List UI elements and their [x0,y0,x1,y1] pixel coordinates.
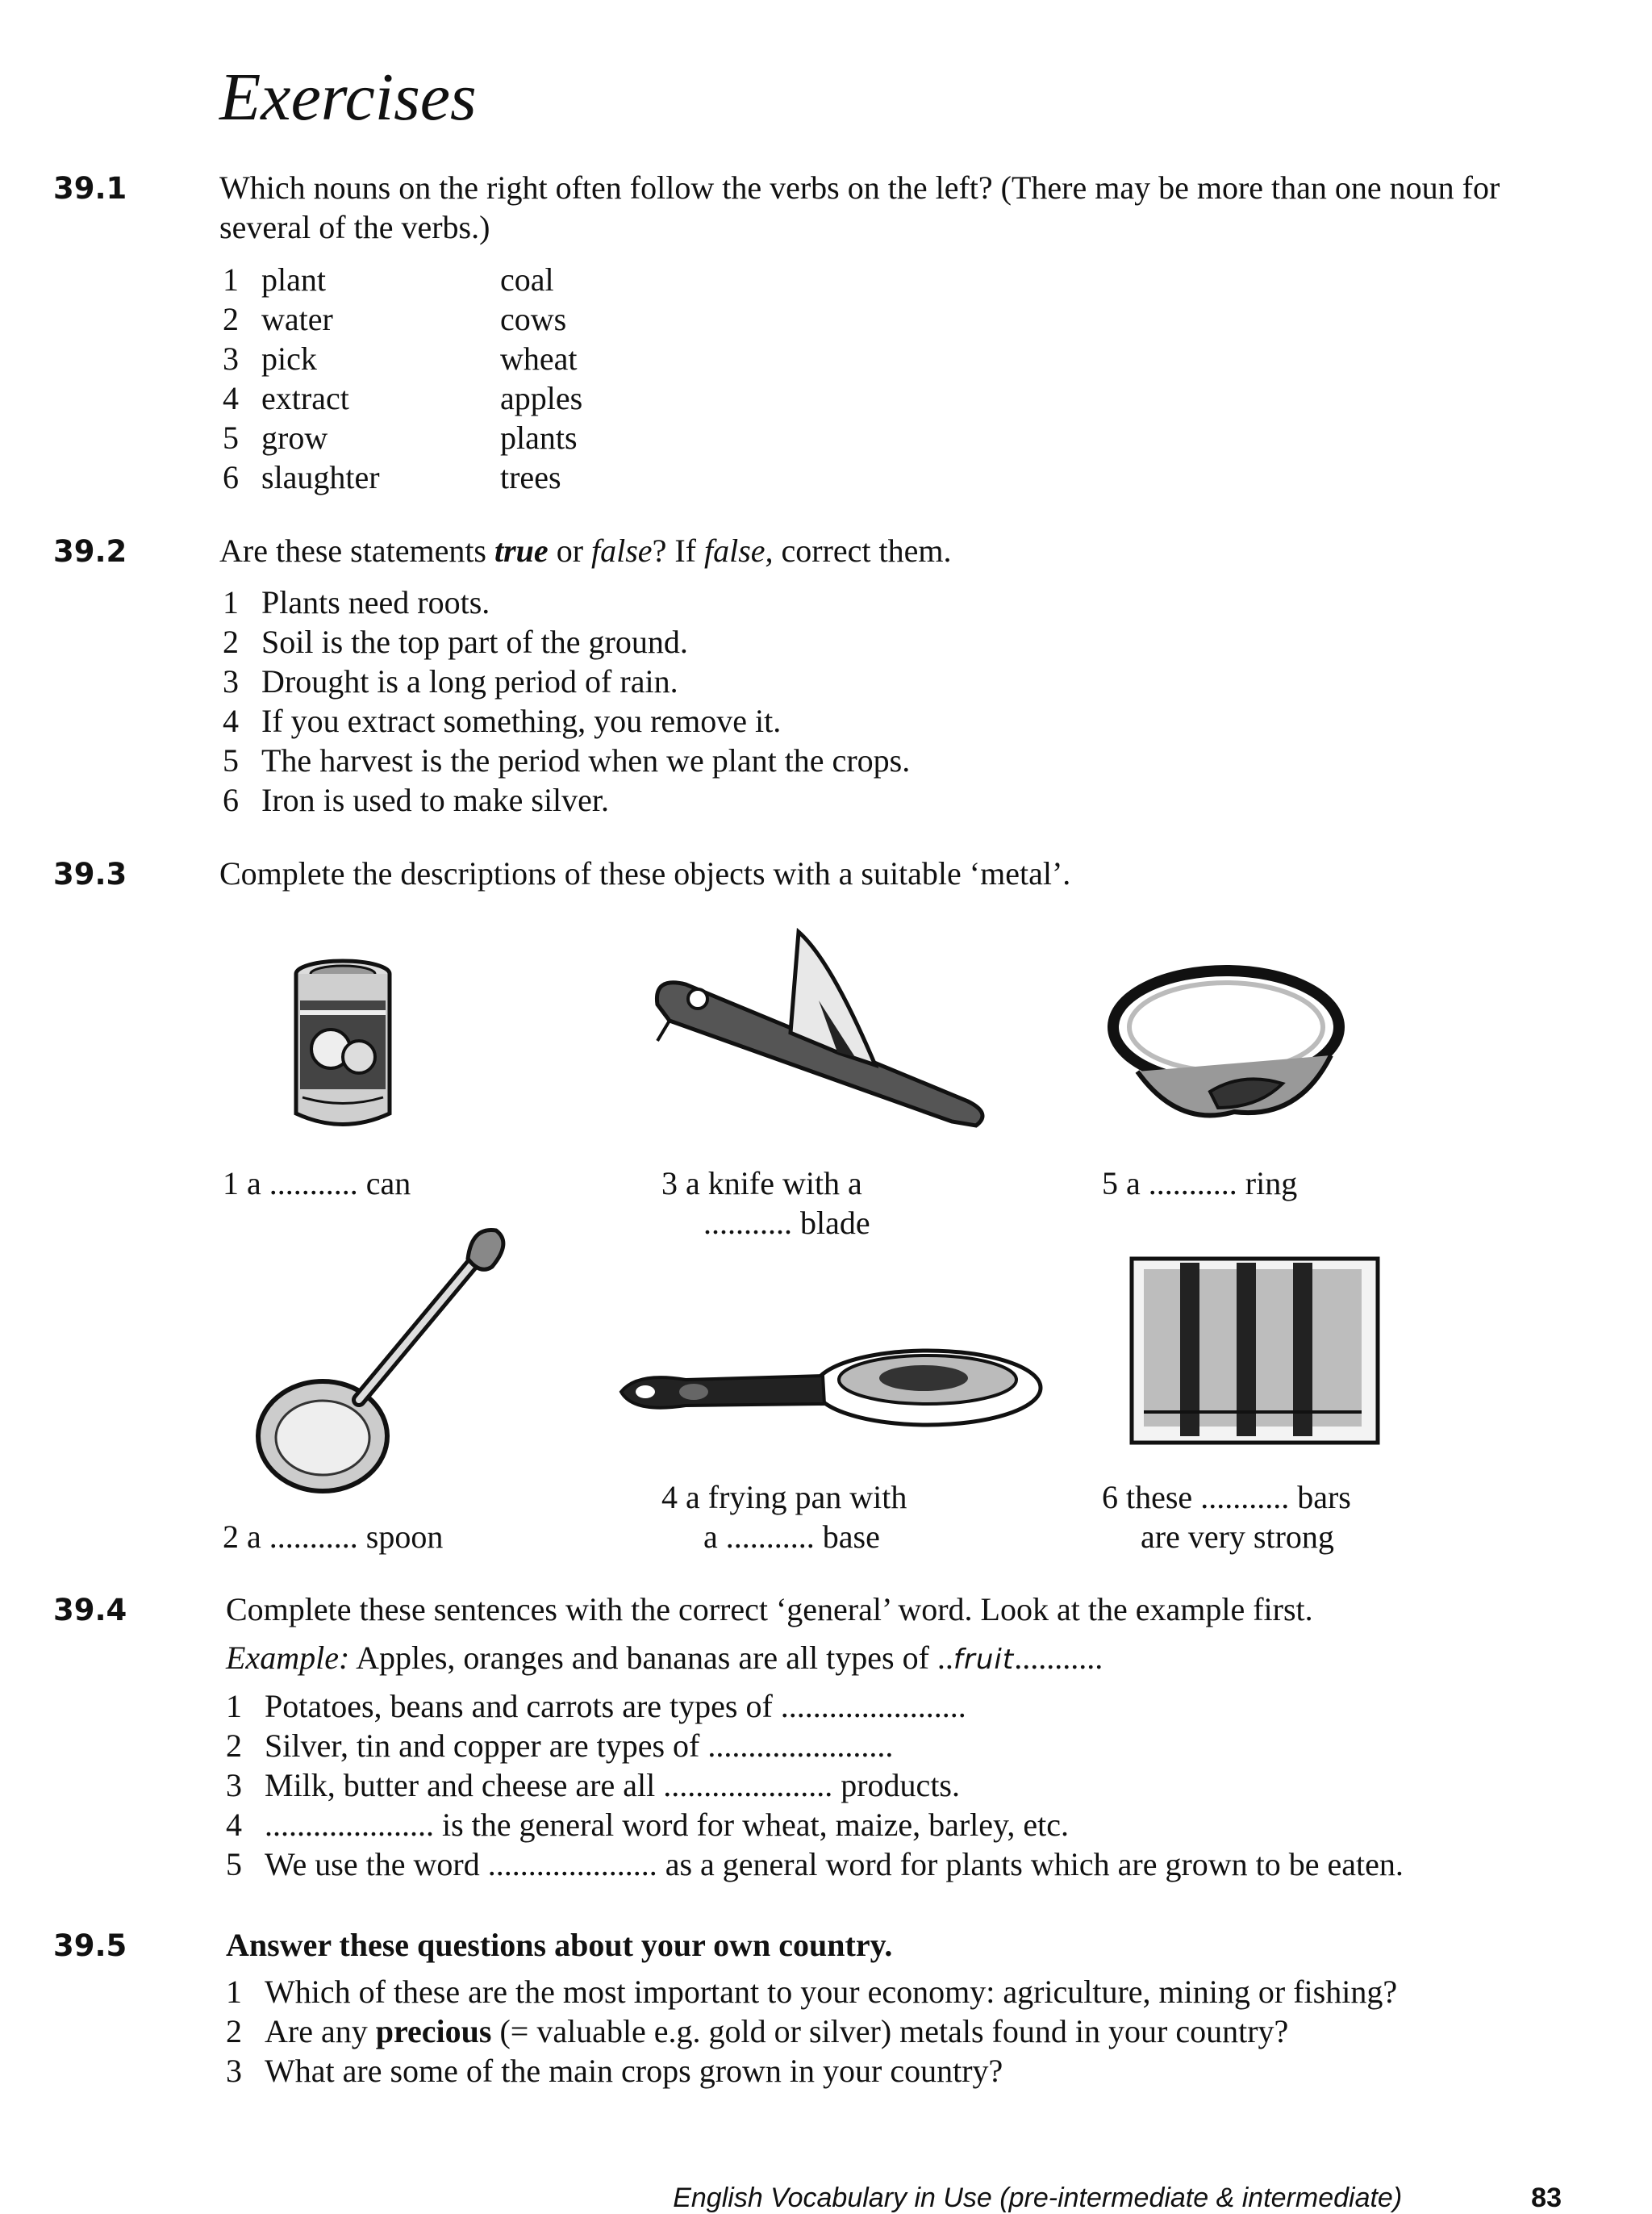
noun-item: wheat [500,340,578,377]
list-item [223,583,910,622]
item-text: grow [261,420,328,456]
instruction-text: correct them. [781,533,952,569]
item-number: 4 [223,380,239,416]
page-title: Exercises [219,60,477,135]
item-number: 3 [223,663,239,700]
item-text: Plants need roots. [261,584,490,620]
caption-4-line-1: 4 a frying pan with [661,1479,907,1515]
noun-item: plants [500,420,578,456]
example-label: Example: [226,1640,350,1676]
list-item [226,2051,1397,2091]
item-text: ..................... is the general word for wheat, maize, barley, etc. [265,1807,1070,1843]
caption-3-line-1: 3 a knife with a [661,1165,862,1201]
item-number: 2 [226,1727,242,1764]
list-item [223,299,380,339]
list-item [226,1805,1404,1844]
example-dots: ........... [1014,1640,1103,1676]
noun-item: apples [500,380,583,416]
list-item [226,2011,1397,2051]
item-text: We use the word ..................... as a general word for plants which are grown to be eaten. [265,1846,1404,1882]
instruction-text: ? If [652,533,696,569]
item-number: 2 [223,301,239,337]
item-number: 1 [223,584,239,620]
can-image [282,956,403,1134]
item-number: 2 [226,2013,242,2049]
item-text: Drought is a long period of rain. [261,663,678,700]
exercise-number: 39.4 [53,1593,127,1627]
sentence-list [226,1686,1404,1884]
instruction-true: true [494,533,549,569]
item-number: 3 [223,340,239,377]
item-text: What are some of the main crops grown in your country? [265,2053,1003,2089]
item-number: 6 [223,782,239,818]
list-item [223,260,380,299]
item-number: 1 [223,261,239,298]
exercise-instruction [219,531,952,570]
exercise-instruction: Which nouns on the right often follow the verbs on the left? (There may be more than one noun for several of the verbs.) [219,169,1500,245]
caption-5: 5 a ........... ring [1102,1165,1298,1201]
list-item [223,378,380,418]
page-footer [673,2183,1562,2214]
noun-item: cows [500,301,567,337]
list-item [226,1726,1404,1765]
item-text: plant [261,261,326,298]
bars-image [1128,1255,1386,1448]
item-text: Are any [265,2013,368,2049]
caption-3-line-2: ........... blade [703,1205,870,1241]
page-number: 83 [1531,2183,1562,2213]
list-item [223,622,910,662]
noun-item: coal [500,261,554,298]
list-item [223,418,380,457]
item-number: 3 [226,1767,242,1803]
question-list [226,1972,1397,2091]
verb-list [223,260,380,497]
statement-list [223,583,910,820]
knife-image [653,928,1000,1130]
instruction-false: false [591,533,653,569]
list-item [223,457,380,497]
item-number: 4 [226,1807,242,1843]
item-number: 1 [226,1974,242,2010]
item-number: 4 [223,703,239,739]
caption-2: 2 a ........... spoon [223,1518,444,1555]
item-number: 5 [223,742,239,779]
item-text: pick [261,340,317,377]
item-number: 3 [226,2053,242,2089]
item-text: Silver, tin and copper are types of ....................... [265,1727,894,1764]
list-item [223,339,380,378]
handwritten-answer: fruit [953,1644,1015,1676]
list-item [223,662,910,701]
list-item [226,1844,1404,1884]
item-text: If you extract something, you remove it. [261,703,782,739]
item-number: 5 [223,420,239,456]
exercise-instruction: Complete these sentences with the correct ‘general’ word. Look at the example first. [226,1591,1313,1627]
item-number: 6 [223,459,239,495]
item-text: slaughter [261,459,380,495]
instruction-text: or [556,533,584,569]
caption-6-line-2: are very strong [1141,1518,1334,1555]
noun-item: trees [500,459,561,495]
item-bold-word: precious [375,2013,492,2049]
item-text: Soil is the top part of the ground. [261,624,688,660]
item-number: 2 [223,624,239,660]
caption-6-line-1: 6 these ........... bars [1102,1479,1351,1515]
example-text: Apples, oranges and bananas are all types of .. [356,1640,953,1676]
book-title: English Vocabulary in Use (pre-intermediate & intermediate) [673,2183,1403,2213]
frying-pan-image [613,1339,1049,1452]
item-text: water [261,301,333,337]
item-text: (= valuable e.g. gold or silver) metals found in your country? [499,2013,1289,2049]
exercise-instruction: Answer these questions about your own country. [226,1927,893,1963]
spoon-image [250,1210,516,1501]
exercise-number: 39.5 [53,1928,127,1963]
noun-list [500,260,582,497]
exercise-number: 39.3 [53,857,127,892]
exercise-number: 39.2 [53,534,127,569]
exercise-number: 39.1 [53,171,127,206]
list-item [223,701,910,741]
item-number: 5 [226,1846,242,1882]
instruction-false: false, [703,533,774,569]
item-number: 1 [226,1688,242,1724]
item-text: Potatoes, beans and carrots are types of ....................... [265,1688,966,1724]
item-text: Which of these are the most important to your economy: agriculture, mining or fishing? [265,1974,1398,2010]
caption-1: 1 a ........... can [223,1165,411,1201]
item-text: Milk, butter and cheese are all ..................... products. [265,1767,960,1803]
list-item [223,741,910,780]
list-item [226,1972,1397,2011]
item-text: extract [261,380,349,416]
example-line [226,1638,1103,1680]
list-item [226,1765,1404,1805]
item-text: Iron is used to make silver. [261,782,610,818]
exercise-instruction: Complete the descriptions of these objects with a suitable ‘metal’. [219,855,1071,892]
caption-4-line-2: a ........... base [703,1518,880,1555]
ring-image [1105,950,1347,1136]
list-item [223,780,910,820]
instruction-text: Are these statements [219,533,486,569]
list-item [226,1686,1404,1726]
item-text: The harvest is the period when we plant the crops. [261,742,911,779]
